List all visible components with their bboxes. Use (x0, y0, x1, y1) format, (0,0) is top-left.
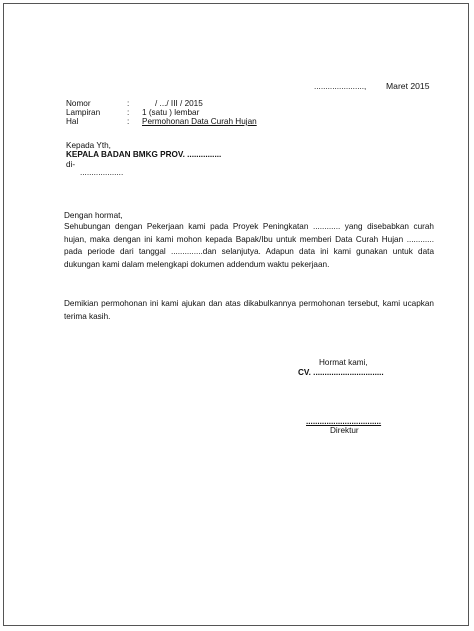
signature-company: CV. ............................... (298, 368, 384, 377)
meta-sep-nomor: : (127, 99, 130, 108)
recipient-name: KEPALA BADAN BMKG PROV. ............... (66, 150, 222, 159)
meta-label-nomor: Nomor (66, 99, 91, 108)
meta-value-nomor: / .../ III / 2015 (155, 99, 203, 108)
meta-sep-lampiran: : (127, 108, 130, 117)
recipient-place: ................... (80, 168, 124, 177)
signature-name-dots: ................................. (306, 417, 382, 426)
meta-value-hal: Permohonan Data Curah Hujan (142, 117, 257, 126)
meta-label-lampiran: Lampiran (66, 108, 101, 117)
signature-title: Direktur (330, 426, 359, 435)
recipient-di: di- (66, 160, 76, 169)
body-paragraph-1: Sehubungan dengan Pekerjaan kami pada Proyek Peningkatan ............ yang disebabkan curah hujan, maka dengan ini kami mohon kepada Bapak/Ibu untuk memberi Data Curah Hujan ............ pada periode dari tanggal ..............dan selanjutya. Adapun data ini kami gunakan untuk data dukungan kami dalam melengkapi dokumen addendum waktu pekerjaan. (64, 222, 434, 269)
signature-closing: Hormat kami, (319, 358, 368, 367)
meta-sep-hal: : (127, 117, 130, 126)
date-month-year: Maret 2015 (386, 81, 430, 91)
recipient-kepada: Kepada Yth, (66, 141, 111, 150)
date-dots: ......................, (314, 82, 367, 91)
greeting: Dengan hormat, (64, 211, 123, 220)
meta-label-hal: Hal (66, 117, 79, 126)
meta-value-lampiran: 1 (satu ) lembar (142, 108, 200, 117)
body-paragraph-2: Demikian permohonan ini kami ajukan dan atas dikabulkannya permohonan tersebut, kami ucapkan terima kasih. (64, 299, 434, 321)
